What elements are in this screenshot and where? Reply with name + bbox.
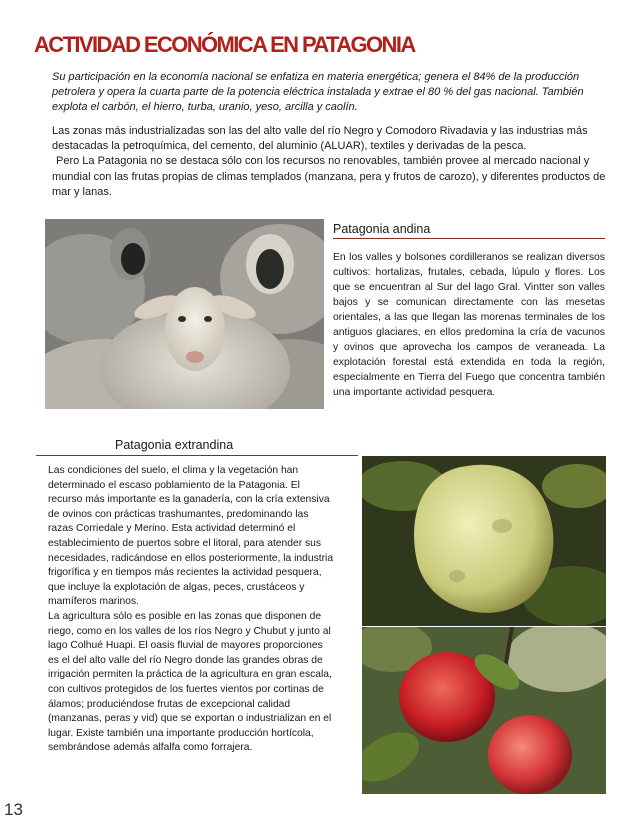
andina-heading: Patagonia andina xyxy=(333,222,431,236)
extrandina-text xyxy=(48,464,334,756)
extrandina-paragraph-1: Las condiciones del suelo, el clima y la vegetación han determinado el escaso poblamiento de la Patagonia. El recurso más importante es la ganadería, con la cría extensiva de ovinos con prácticas trashumantes, predominando las razas Corriedale y Merino. Esta actividad determinó el establecimiento de puertos sobre el litoral, para atender sus necesidades, radicándose en ellos posteriormente, la industria frigorífica y en tiempos más recientes la actividad pesquera, que incluye la explotación de algas, peces, crustáceos y mamíferos marinos. xyxy=(48,465,334,608)
extrandina-divider xyxy=(36,455,358,456)
body-text xyxy=(52,124,607,200)
andina-paragraph: En los valles y bolsones cordilleranos se realizan diversos cultivos: hortalizas, frutales, cebada, lúpulo y flores. Los que se encuentran al Sur del lago Gral. Vintter son valles bajos y se comunican directamente con las mesetas orientales, a las que llegan las morenas terminales de los antiguos glaciares, en ellos predomina la cría de vacunos y ovinos que aprovecha los campos de veraneada. La explotación forestal está extendida en toda la región, especialmente en Tierra del Fuego que concentra también una importante actividad pesquera. xyxy=(333,252,605,398)
intro-paragraph: Su participación en la economía nacional se enfatiza en materia energética; genera el 84% de la producción petrolera y opera la cuarta parte de la potencia eléctrica instalada y extrae el 80 % del gas nacional. También explota el carbón, el hierro, turba, uranio, yeso, arcilla y caolín. xyxy=(52,71,584,114)
extrandina-paragraph-2: La agricultura sólo es posible en las zonas que disponen de riego, como en los valles de los ríos Negro y Chubut y junto al lago Colhué Huapi. El oasis fluvial de mayores proporciones es el del alto valle del río Negro donde las grandes obras de irrigación permiten la práctica de la agricultura en gran escala, con cultivos protegidos de los fuertes vientos por cortinas de álamos; produciéndose frutas de excepcional calidad (manzanas, peras y vid) que se exportan o industrializan en el lugar. Existe también una importante producción hortícola, sembrándose además alfalfa como forrajera. xyxy=(48,610,332,754)
body-paragraph-2: Pero La Patagonia no se destaca sólo con los recursos no renovables, también provee al mercado nacional y mundial con las frutas propias de climas templados (manzana, pera y frutos de carozo), y diferentes productos de mar y lanas. xyxy=(52,155,606,198)
apples-photo xyxy=(362,627,606,794)
page-number: 13 xyxy=(4,800,23,819)
extrandina-heading: Patagonia extrandina xyxy=(115,438,234,452)
body-paragraph-1: Las zonas más industrializadas son las del alto valle del río Negro y Comodoro Rivadavia y las industrias más destacadas la petroquímica, del cemento, del aluminio (ALUAR), textiles y derivadas de la pesca. xyxy=(52,125,588,153)
page-title: ACTIVIDAD ECONÓMICA EN PATAGONIA xyxy=(34,32,415,57)
andina-divider xyxy=(333,238,605,239)
quince-photo xyxy=(362,456,606,626)
sheep-photo xyxy=(45,219,324,409)
